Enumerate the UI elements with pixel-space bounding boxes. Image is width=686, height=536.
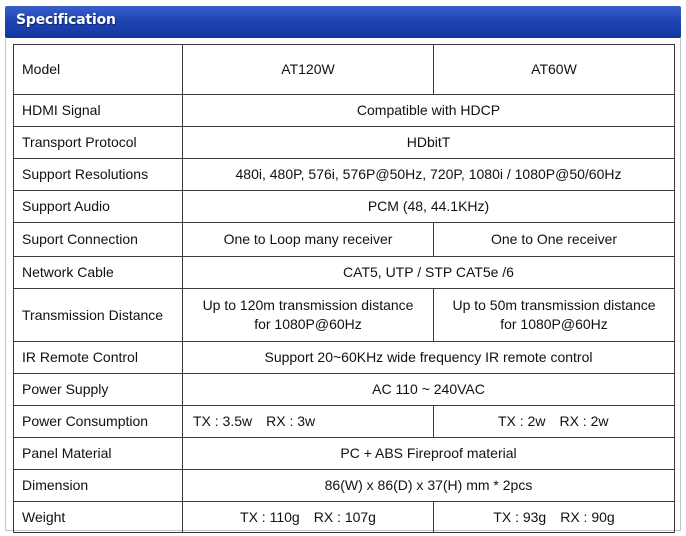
power-consumption-at120w-rx: RX : 3w: [266, 413, 316, 429]
table-row: [14, 289, 675, 342]
spec-header-title: Specification: [16, 12, 116, 28]
spec-table: [13, 44, 675, 533]
row-label-power-consumption: Power Consumption: [14, 406, 183, 438]
weight-at120w-tx: TX : 110g: [240, 508, 300, 525]
weight-at60w-tx: TX : 93g: [493, 508, 547, 525]
table-row: [14, 502, 675, 533]
power-consumption-at60w-tx: TX : 2w: [498, 413, 546, 429]
table-row: [14, 470, 675, 502]
weight-at60w-rx: RX : 90g: [560, 508, 615, 525]
weight-at120w: [183, 502, 434, 533]
suport-connection-at120w: One to Loop many receiver: [183, 223, 434, 257]
row-label-transport-protocol: Transport Protocol: [14, 127, 183, 159]
transmission-distance-at60w-line1: Up to 50m transmission distance: [452, 297, 656, 313]
model-at60w: AT60W: [434, 45, 675, 95]
transmission-distance-at120w-line2: for 1080P@60Hz: [254, 316, 362, 332]
power-consumption-at60w: [434, 406, 675, 438]
table-row: [14, 45, 675, 95]
table-row: [14, 438, 675, 470]
row-label-support-resolutions: Support Resolutions: [14, 159, 183, 191]
table-row: [14, 95, 675, 127]
row-label-power-supply: Power Supply: [14, 374, 183, 406]
weight-at60w: [434, 502, 675, 533]
table-row: [14, 406, 675, 438]
dimension-value: 86(W) x 86(D) x 37(H) mm * 2pcs: [183, 470, 675, 502]
hdmi-signal-value: Compatible with HDCP: [183, 95, 675, 127]
transmission-distance-at120w-line1: Up to 120m transmission distance: [202, 297, 414, 313]
power-consumption-at120w-tx: TX : 3.5w: [193, 413, 253, 429]
spec-header-bar: [5, 6, 681, 38]
table-row: [14, 374, 675, 406]
transmission-distance-at120w: [183, 289, 434, 342]
table-row: [14, 127, 675, 159]
transmission-distance-at60w-line2: for 1080P@60Hz: [500, 316, 608, 332]
weight-at120w-rx: RX : 107g: [313, 508, 376, 525]
transmission-distance-at60w: [434, 289, 675, 342]
row-label-ir-remote-control: IR Remote Control: [14, 342, 183, 374]
row-label-panel-material: Panel Material: [14, 438, 183, 470]
table-row: [14, 257, 675, 289]
panel-material-value: PC + ABS Fireproof material: [183, 438, 675, 470]
table-row: [14, 159, 675, 191]
suport-connection-at60w: One to One receiver: [434, 223, 675, 257]
row-label-model: Model: [14, 45, 183, 95]
row-label-weight: Weight: [14, 502, 183, 533]
row-label-transmission-distance: Transmission Distance: [14, 289, 183, 342]
row-label-support-audio: Support Audio: [14, 191, 183, 223]
ir-remote-control-value: Support 20~60KHz wide frequency IR remote control: [183, 342, 675, 374]
row-label-dimension: Dimension: [14, 470, 183, 502]
table-row: [14, 342, 675, 374]
support-resolutions-value: 480i, 480P, 576i, 576P@50Hz, 720P, 1080i / 1080P@50/60Hz: [183, 159, 675, 191]
power-supply-value: AC 110 ~ 240VAC: [183, 374, 675, 406]
transport-protocol-value: HDbitT: [183, 127, 675, 159]
row-label-network-cable: Network Cable: [14, 257, 183, 289]
support-audio-value: PCM (48, 44.1KHz): [183, 191, 675, 223]
model-at120w: AT120W: [183, 45, 434, 95]
network-cable-value: CAT5, UTP / STP CAT5e /6: [183, 257, 675, 289]
power-consumption-at60w-rx: RX : 2w: [559, 413, 609, 429]
power-consumption-at120w: [183, 406, 434, 438]
table-row: [14, 191, 675, 223]
row-label-hdmi-signal: HDMI Signal: [14, 95, 183, 127]
table-row: [14, 223, 675, 257]
row-label-suport-connection: Suport Connection: [14, 223, 183, 257]
